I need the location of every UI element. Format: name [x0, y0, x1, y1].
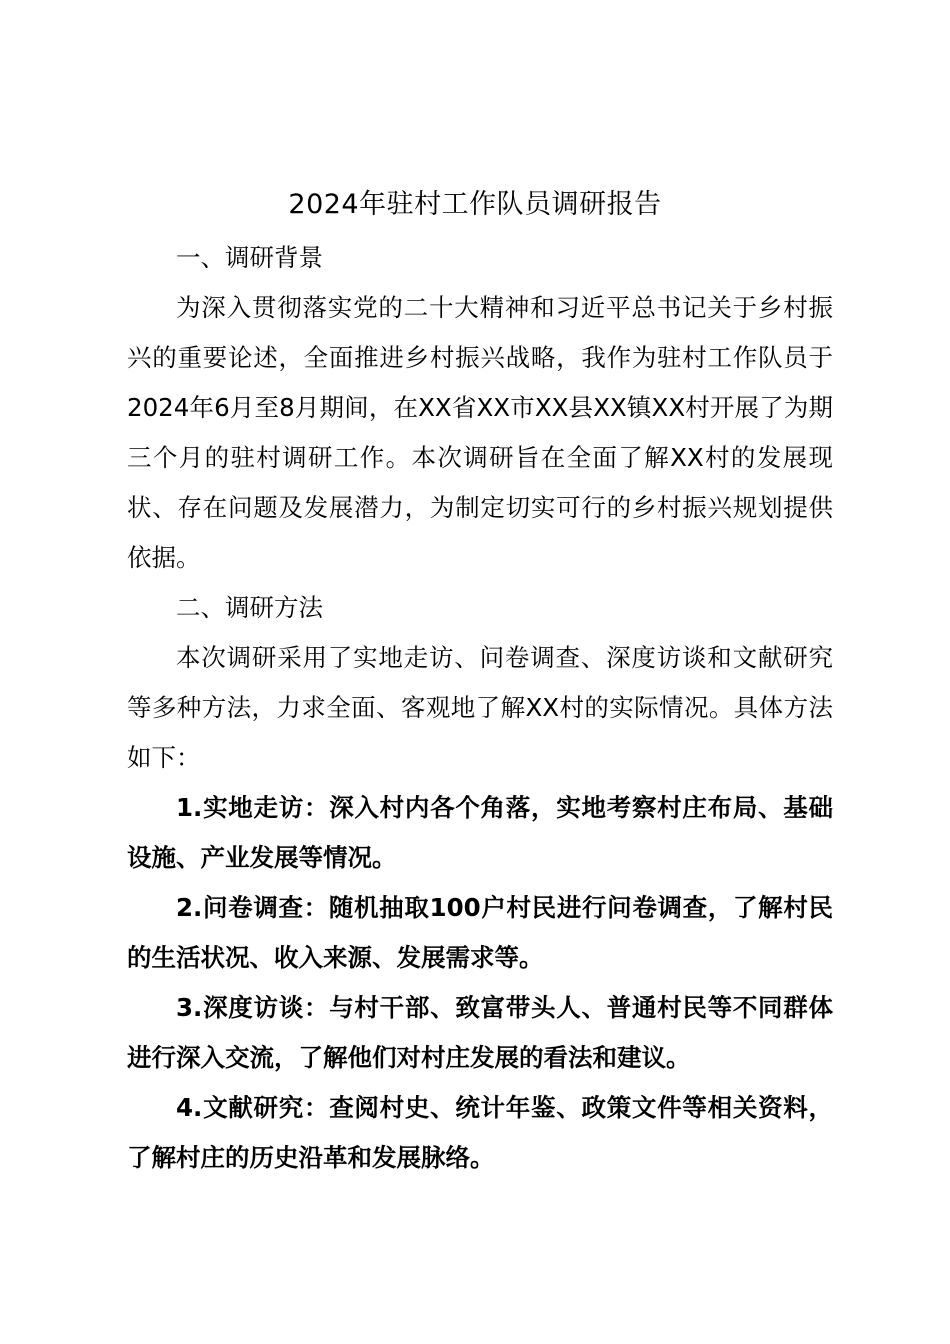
background-paragraph: 为深入贯彻落实党的二十大精神和习近平总书记关于乡村振兴的重要论述，全面推进乡村振兴战略，我作为驻村工作队员于2024年6月至8月期间，在XX省XX市XX县XX镇XX村开展了为期三个月的驻村调研工作。本次调研旨在全面了解XX村的发展现状、存在问题及发展潜力，为制定切实可行的乡村振兴规划提供依据。	[127, 293, 833, 572]
method-item-field-visit: 1.实地走访：深入村内各个角落，实地考察村庄布局、基础设施、产业发展等情况。	[127, 793, 833, 872]
document-body	[127, 233, 833, 1183]
method-item-questionnaire: 2.问卷调查：随机抽取100户村民进行问卷调查，了解村民的生活状况、收入来源、发展需求等。	[127, 893, 833, 972]
method-item-interview: 3.深度访谈：与村干部、致富带头人、普通村民等不同群体进行深入交流，了解他们对村庄发展的看法和建议。	[127, 993, 833, 1072]
section-heading-methods: 二、调研方法	[176, 593, 323, 622]
section-heading-background: 一、调研背景	[176, 243, 323, 272]
methods-intro-paragraph: 本次调研采用了实地走访、问卷调查、深度访谈和文献研究等多种方法，力求全面、客观地了解XX村的实际情况。具体方法如下：	[127, 643, 833, 772]
document-title: 2024年驻村工作队员调研报告	[288, 189, 662, 220]
method-item-literature: 4.文献研究：查阅村史、统计年鉴、政策文件等相关资料，了解村庄的历史沿革和发展脉络。	[127, 1093, 833, 1172]
